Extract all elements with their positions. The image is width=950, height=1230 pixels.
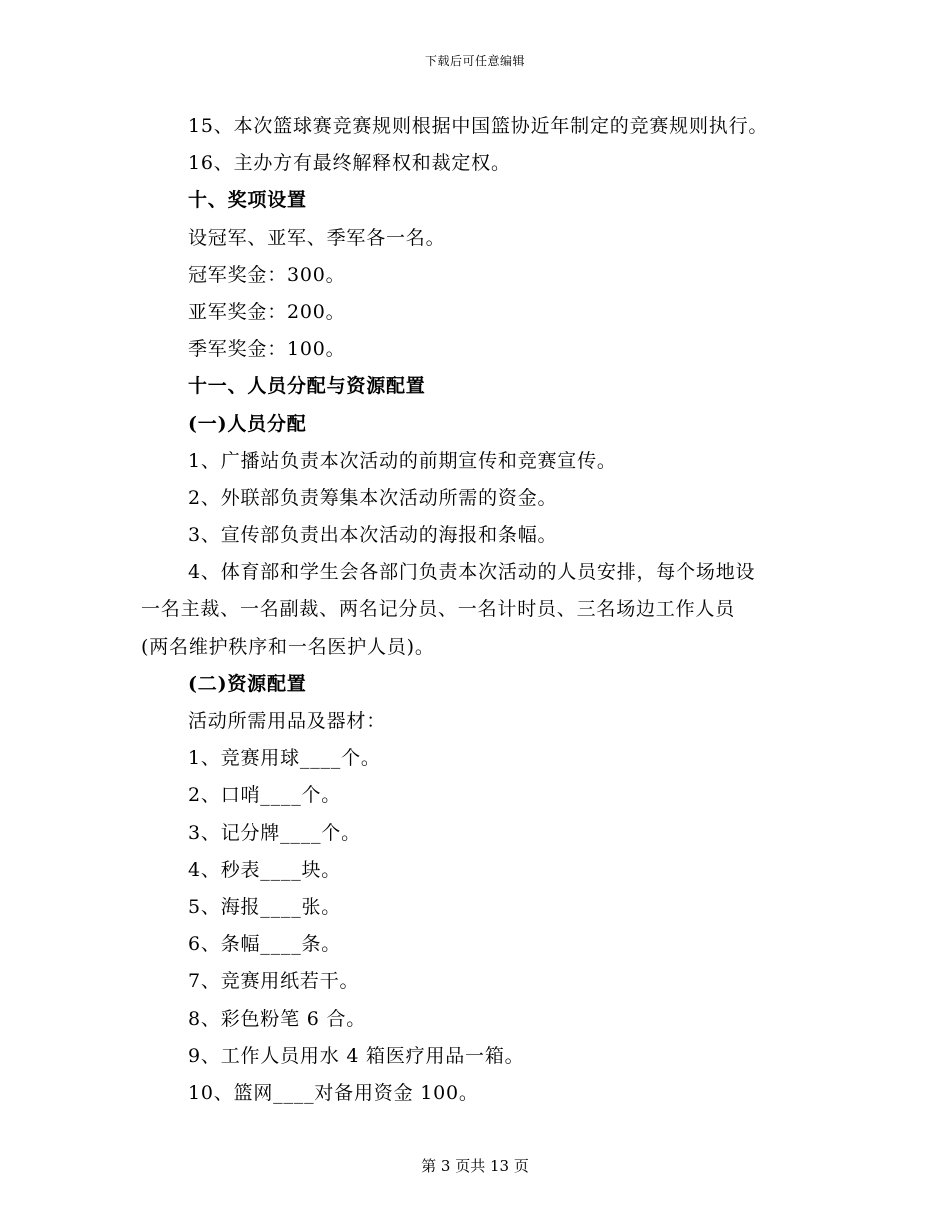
resource-item-1: 1、竞赛用球____个。 (188, 747, 381, 770)
staff-item-4-line-3: (两名维护秩序和一名医护人员)。 (141, 635, 435, 658)
resource-item-6: 6、条幅____条。 (188, 933, 342, 956)
staff-item-4-line-2: 一名主裁、一名副裁、两名记分员、一名计时员、三名场边工作人员 (141, 598, 736, 621)
resource-item-5: 5、海报____张。 (188, 895, 342, 918)
subheading-staff-allocation: (一)人员分配 (188, 412, 307, 435)
resource-item-3: 3、记分牌____个。 (188, 821, 361, 844)
award-summary: 设冠军、亚军、季军各一名。 (188, 226, 446, 249)
award-third: 季军奖金：100。 (188, 338, 346, 361)
resource-item-4: 4、秒表____块。 (188, 858, 342, 881)
section-heading-staffing: 十一、人员分配与资源配置 (188, 375, 426, 398)
resource-item-2: 2、口哨____个。 (188, 784, 342, 807)
staff-item-3: 3、宣传部负责出本次活动的海报和条幅。 (188, 524, 558, 547)
subheading-resources: (二)资源配置 (188, 672, 307, 695)
staff-item-2: 2、外联部负责筹集本次活动所需的资金。 (188, 486, 558, 509)
resource-item-7: 7、竞赛用纸若干。 (188, 970, 360, 993)
staff-item-1: 1、广播站负责本次活动的前期宣传和竞赛宣传。 (188, 449, 617, 472)
award-champion: 冠军奖金：300。 (188, 263, 346, 286)
page-footer: 第 3 页共 13 页 (421, 1157, 529, 1175)
award-runner-up: 亚军奖金：200。 (188, 300, 346, 323)
resource-item-9: 9、工作人员用水 4 箱医疗用品一箱。 (188, 1044, 525, 1067)
section-heading-awards: 十、奖项设置 (188, 189, 307, 212)
rule-15: 15、本次篮球赛竞赛规则根据中国篮协近年制定的竞赛规则执行。 (188, 115, 769, 137)
document-body (141, 108, 821, 1112)
staff-item-4-line-1: 4、体育部和学生会各部门负责本次活动的人员安排，每个场地设 (188, 561, 756, 584)
resource-item-8: 8、彩色粉笔 6 合。 (188, 1007, 367, 1030)
rule-16: 16、主办方有最终解释权和裁定权。 (188, 152, 511, 175)
resource-item-10: 10、篮网____对备用资金 100。 (188, 1081, 479, 1104)
page-header: 下载后可任意编辑 (424, 54, 525, 68)
resources-intro: 活动所需用品及器材： (188, 710, 387, 732)
